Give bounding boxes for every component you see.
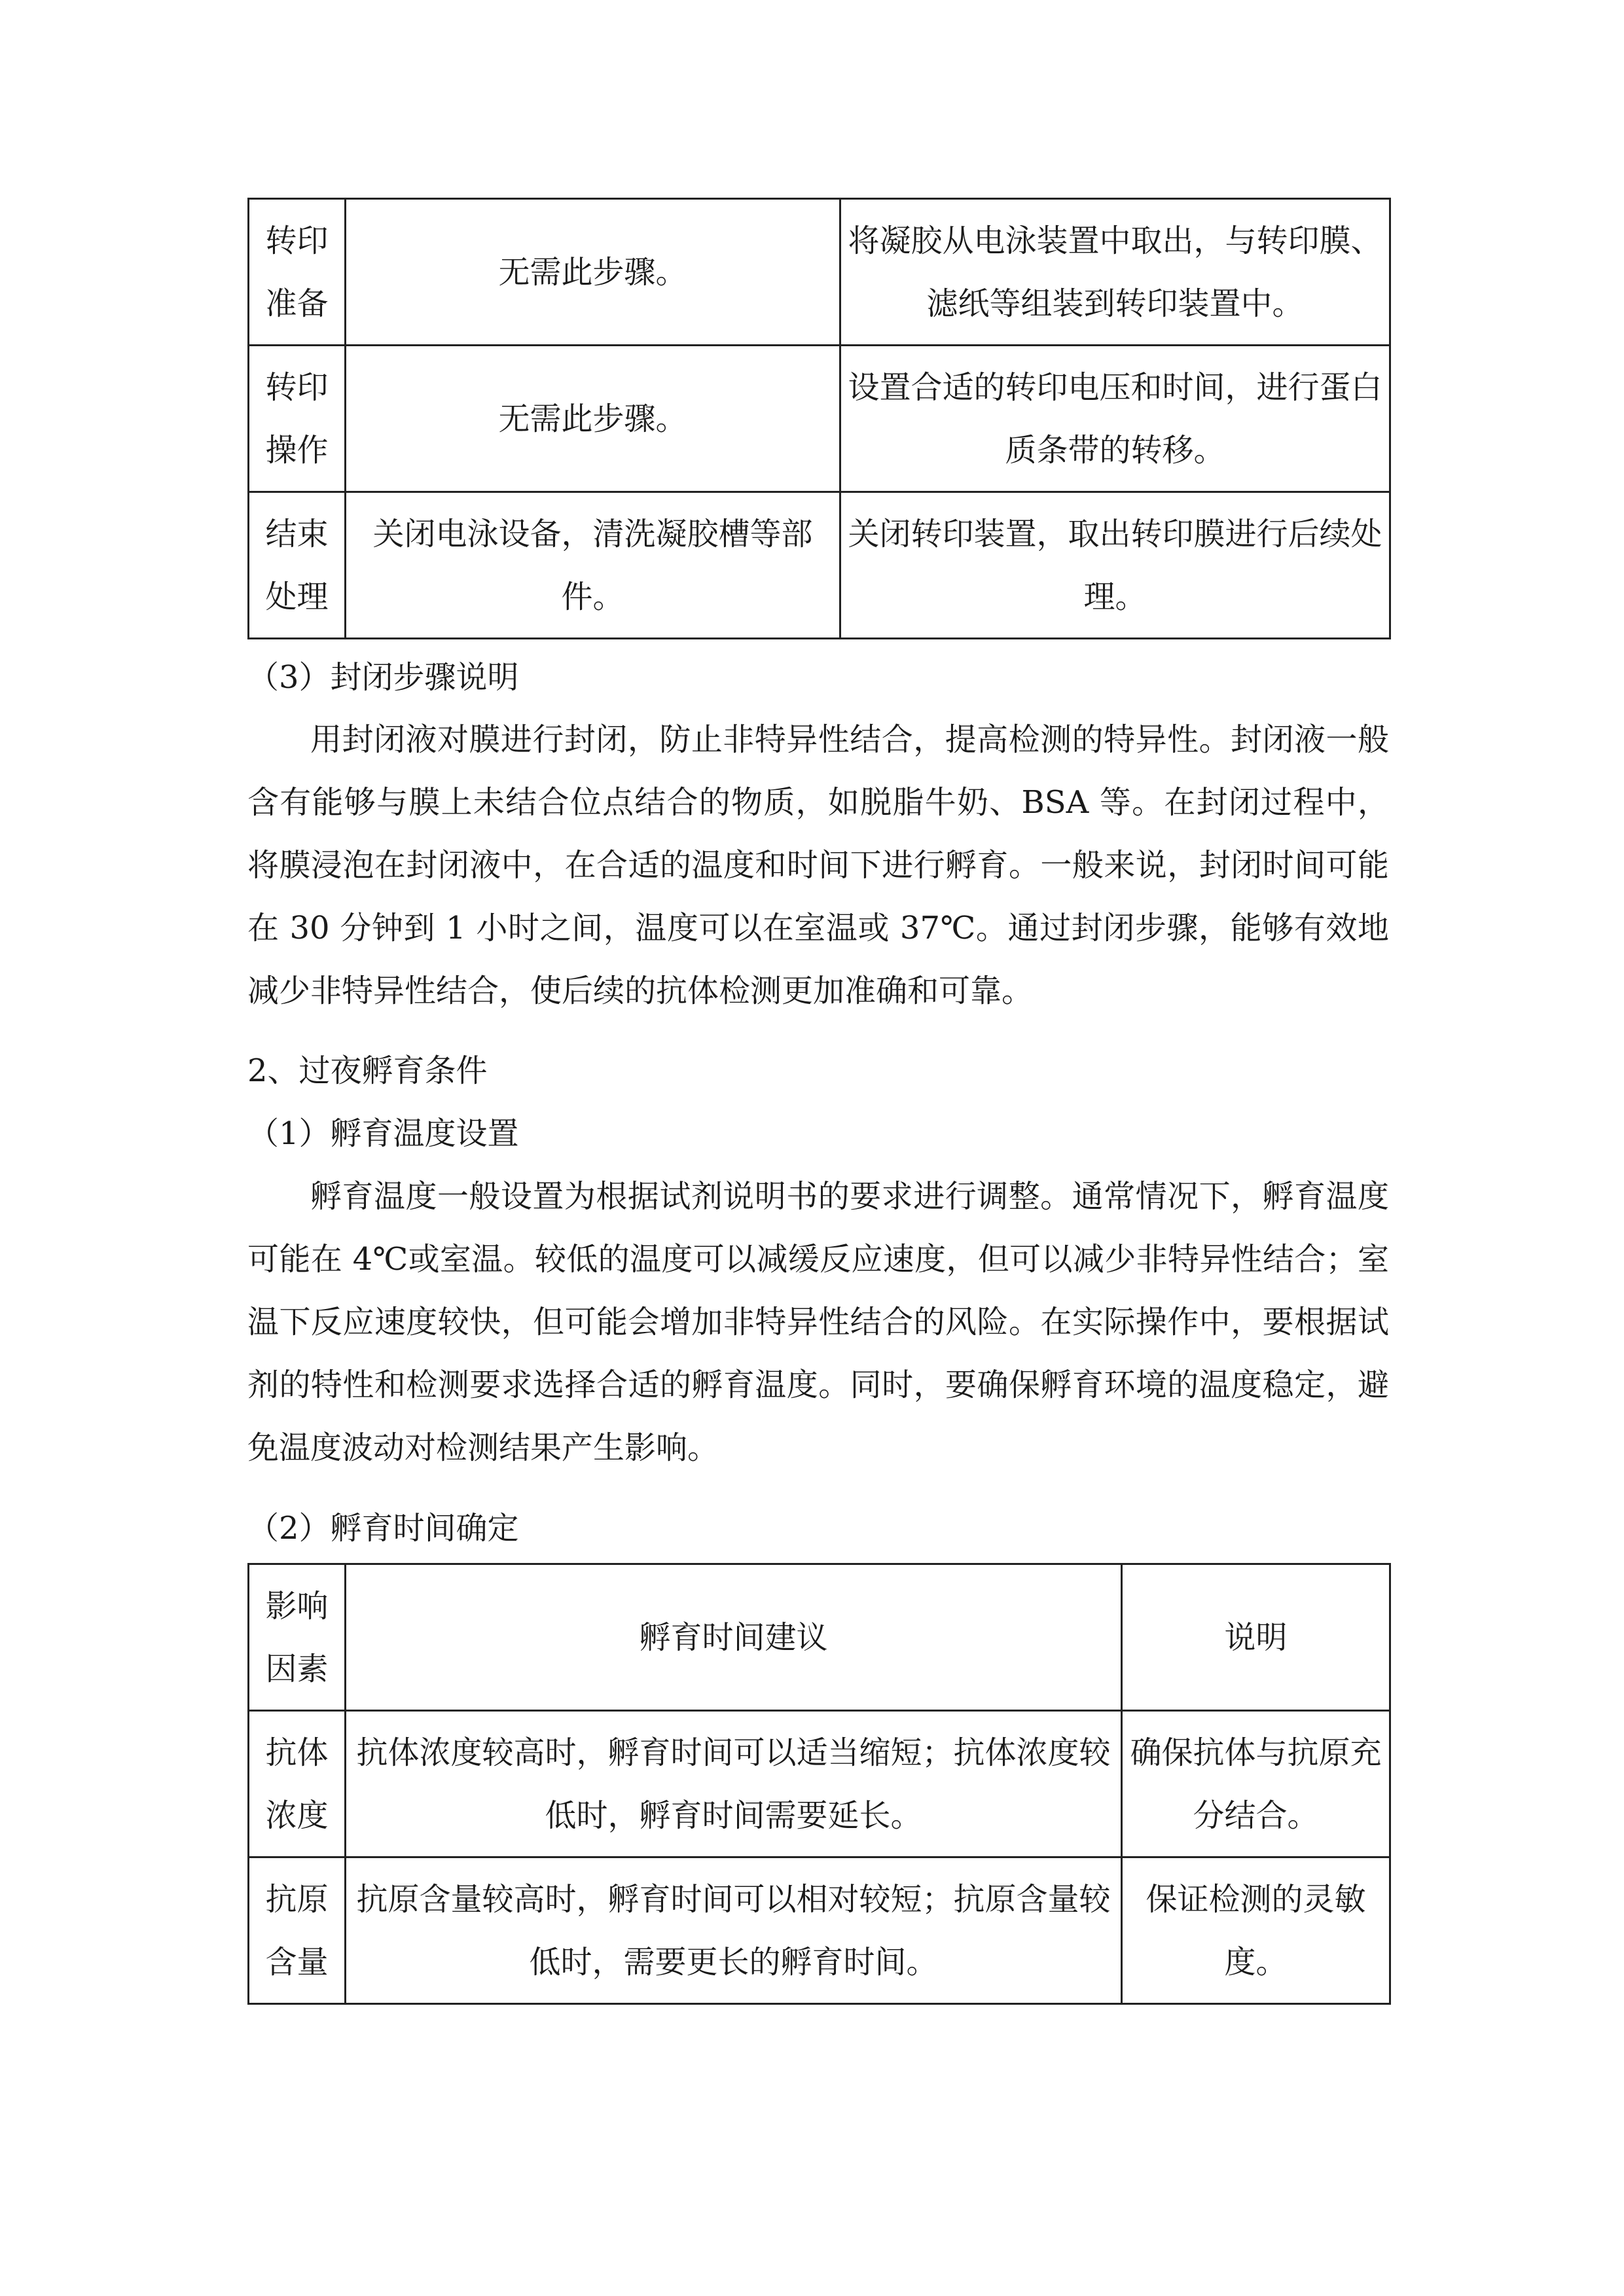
- table-cell: 无需此步骤。: [346, 199, 840, 346]
- row-label: 转印操作: [249, 346, 346, 492]
- table-cell: 关闭电泳设备，清洗凝胶槽等部件。: [346, 492, 840, 639]
- section-heading-seal: （3）封闭步骤说明: [247, 659, 519, 696]
- table-row: [249, 1711, 1390, 1857]
- row-label: 转印准备: [249, 199, 346, 346]
- header-cell: 说明: [1122, 1564, 1390, 1711]
- subheading-time: （2）孵育时间确定: [247, 1510, 519, 1547]
- row-label: 抗原含量: [249, 1857, 346, 2004]
- incubation-time-table: [247, 1563, 1391, 2005]
- table-header-row: [249, 1564, 1390, 1711]
- table-cell: 保证检测的灵敏度。: [1122, 1857, 1390, 2004]
- table-row: [249, 1857, 1390, 2004]
- table-cell: 无需此步骤。: [346, 346, 840, 492]
- table-cell: 抗原含量较高时，孵育时间可以相对较短；抗原含量较低时，需要更长的孵育时间。: [346, 1857, 1122, 2004]
- table-cell: 抗体浓度较高时，孵育时间可以适当缩短；抗体浓度较低时，孵育时间需要延长。: [346, 1711, 1122, 1857]
- table-row: [249, 492, 1390, 639]
- table-cell: 关闭转印装置，取出转印膜进行后续处理。: [840, 492, 1390, 639]
- paragraph-temperature: 孵育温度一般设置为根据试剂说明书的要求进行调整。通常情况下，孵育温度可能在 4℃或室温。较低的温度可以减缓反应速度，但可以减少非特异性结合；室温下反应速度较快，但可能会增加非特异性结合的风险。在实际操作中，要根据试剂的特性和检测要求选择合适的孵育温度。同时，要确保孵育环境的温度稳定，避免温度波动对检测结果产生影响。: [247, 1178, 1389, 1466]
- table-cell: 设置合适的转印电压和时间，进行蛋白质条带的转移。: [840, 346, 1390, 492]
- section-heading-overnight: 2、过夜孵育条件: [247, 1052, 488, 1089]
- table-row: [249, 199, 1390, 346]
- row-label: 结束处理: [249, 492, 346, 639]
- paragraph-seal: 用封闭液对膜进行封闭，防止非特异性结合，提高检测的特异性。封闭液一般含有能够与膜上未结合位点结合的物质，如脱脂牛奶、BSA 等。在封闭过程中，将膜浸泡在封闭液中，在合适的温度和时间下进行孵育。一般来说，封闭时间可能在 30 分钟到 1 小时之间，温度可以在室温或 37℃。通过封闭步骤，能够有效地减少非特异性结合，使后续的抗体检测更加准确和可靠。: [247, 721, 1389, 1009]
- subheading-temperature: （1）孵育温度设置: [247, 1115, 519, 1152]
- table-row: [249, 346, 1390, 492]
- table-cell: 将凝胶从电泳装置中取出，与转印膜、滤纸等组装到转印装置中。: [840, 199, 1390, 346]
- table-cell: 确保抗体与抗原充分结合。: [1122, 1711, 1390, 1857]
- header-cell: 影响因素: [249, 1564, 346, 1711]
- header-cell: 孵育时间建议: [346, 1564, 1122, 1711]
- transfer-steps-table: [247, 198, 1391, 639]
- row-label: 抗体浓度: [249, 1711, 346, 1857]
